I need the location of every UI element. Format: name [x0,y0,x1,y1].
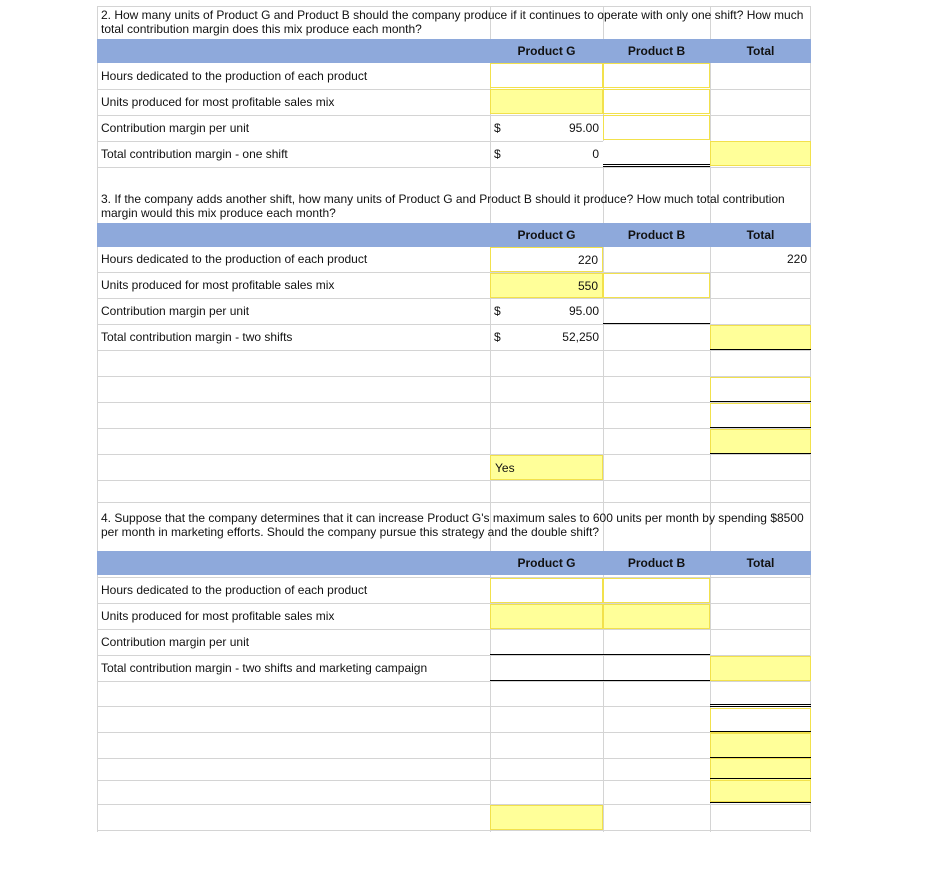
q3-hours-total: 220 [786,252,807,266]
q3-label-hours: Hours dedicated to the production of each product [101,252,368,266]
q2-question: 2. How many units of Product G and Product B should the company produce if it continues to operate with only one shift? How much total contribution margin does this mix produce each month? [101,8,804,36]
q4-extra-input-1[interactable] [710,708,811,733]
q3-hours-g-input[interactable]: 220 [490,247,603,272]
q2-units-b-input[interactable] [603,89,710,114]
q2-units-g-input[interactable] [490,89,603,114]
q3-extra-input-2[interactable] [710,403,811,428]
q3-extra-input-1[interactable] [710,377,811,402]
q4-label-total-cm: Total contribution margin - two shifts and marketing campaign [101,661,428,675]
q4-header-total: Total [746,556,775,570]
q3-extra-input-3[interactable] [710,429,811,454]
q2-total-cm-g: 0 [592,147,599,161]
q4-total-cm-total-input[interactable] [710,656,811,681]
q3-units-b-input[interactable] [603,273,710,298]
q3-cm-per-unit-g: 95.00 [568,304,599,318]
q3-label-total-cm: Total contribution margin - two shifts [101,330,293,344]
q4-units-b-input[interactable] [603,604,710,629]
q3-header-row [97,223,811,247]
q3-cm-currency: $ [494,304,501,318]
q3-total-cm-total-input[interactable] [710,325,811,350]
q4-extra-input-4[interactable] [710,780,811,802]
q2-hours-g-input[interactable] [490,63,603,88]
q4-hours-g-input[interactable] [490,578,603,603]
q4-header-product-b: Product B [627,556,686,570]
q3-header-total: Total [746,228,775,242]
q4-label-units: Units produced for most profitable sales mix [101,609,335,623]
q4-question: 4. Suppose that the company determines that it can increase Product G's maximum sales to 600 units per month by spending $8500 per month in marketing efforts. Should the company pursue this strategy and the double shift? [101,511,804,539]
q2-header-product-g: Product G [517,44,576,58]
q3-header-product-g: Product G [517,228,576,242]
q4-answer-select[interactable] [490,805,603,830]
q4-header-row [97,551,811,575]
q3-question: 3. If the company adds another shift, how many units of Product G and Product B should it produce? How much total contribution margin would this mix produce each month? [101,192,785,220]
q2-cm-per-unit-b-input[interactable] [603,115,710,140]
q2-cm-per-unit-g: 95.00 [568,121,599,135]
q3-answer-select[interactable]: Yes [490,455,603,480]
q3-total-currency: $ [494,330,501,344]
q2-header-total: Total [746,44,775,58]
q2-label-cm-per-unit: Contribution margin per unit [101,121,250,135]
q2-hours-b-input[interactable] [603,63,710,88]
q3-units-g-input[interactable]: 550 [490,273,603,298]
q4-units-g-input[interactable] [490,604,603,629]
q4-label-cm-per-unit: Contribution margin per unit [101,635,250,649]
q3-label-cm-per-unit: Contribution margin per unit [101,304,250,318]
q2-label-units: Units produced for most profitable sales mix [101,95,335,109]
q4-header-product-g: Product G [517,556,576,570]
q2-header-row [97,39,811,63]
q2-total-currency: $ [494,147,501,161]
q2-label-total-cm: Total contribution margin - one shift [101,147,288,161]
q3-total-cm-g: 52,250 [562,330,599,344]
q2-label-hours: Hours dedicated to the production of each product [101,69,368,83]
q3-header-product-b: Product B [627,228,686,242]
q4-hours-b-input[interactable] [603,578,710,603]
q2-header-product-b: Product B [627,44,686,58]
q4-extra-input-2[interactable] [710,733,811,758]
q2-cm-currency: $ [494,121,501,135]
q2-total-cm-total-input[interactable] [710,141,811,166]
q2-total-cm-b-input[interactable] [603,141,710,166]
q4-label-hours: Hours dedicated to the production of each product [101,583,368,597]
q3-label-units: Units produced for most profitable sales mix [101,278,335,292]
